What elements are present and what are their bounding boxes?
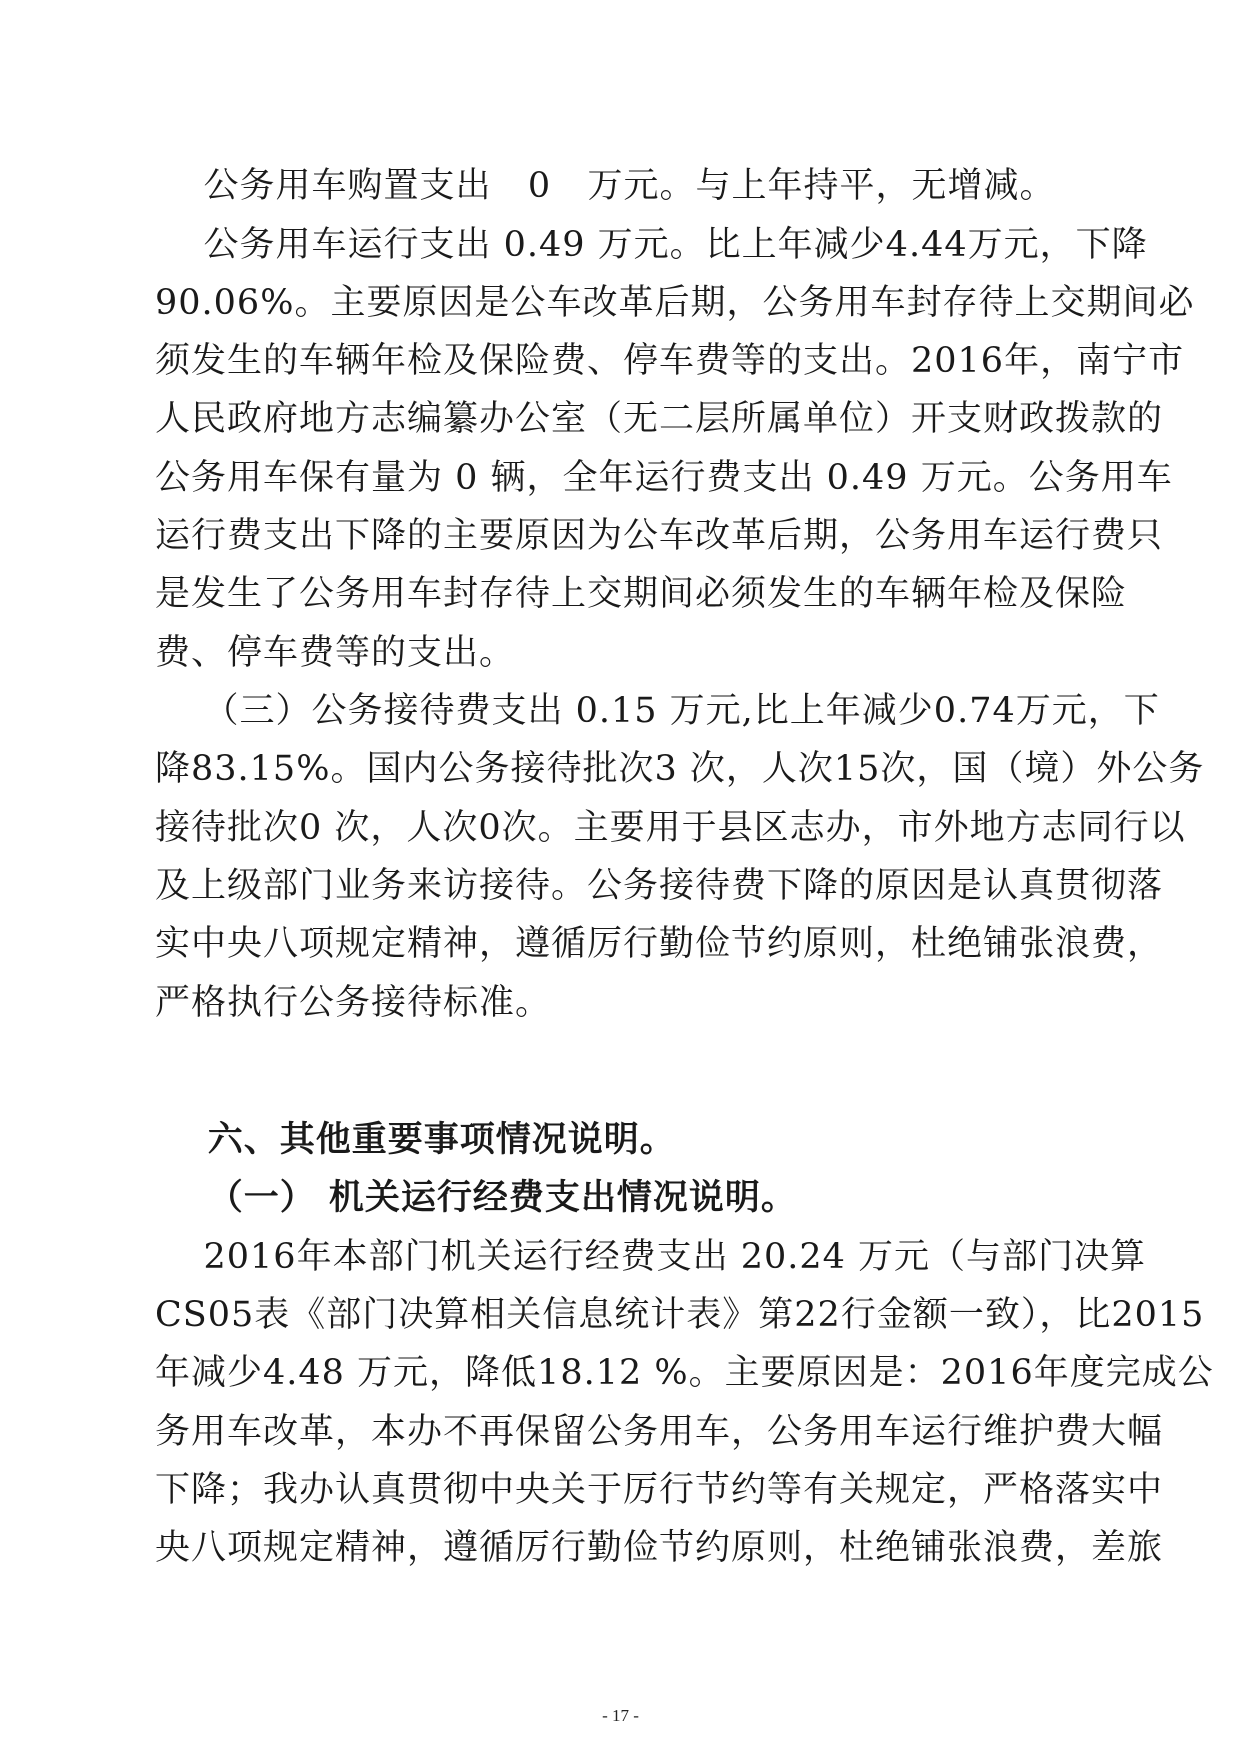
text-line: 是发生了公务用车封存待上交期间必须发生的车辆年检及保险 [155,574,1128,614]
text-line: 及上级部门业务来访接待。公务接待费下降的原因是认真贯彻落 [155,866,1164,906]
text-line: 运行费支出下降的主要原因为公车改革后期，公务用车运行费只 [155,516,1164,556]
text-line: 下降；我办认真贯彻中央关于厉行节约等有关规定，严格落实中 [155,1470,1164,1510]
text-line: （三）公务接待费支出 0.15 万元,比上年减少0.74万元，下 [155,691,1160,731]
text-line: 实中央八项规定精神，遵循厉行勤俭节约原则，杜绝铺张浪费， [155,924,1164,964]
text-line: 严格执行公务接待标准。 [155,983,552,1023]
text-line: 接待批次0 次，人次0次。主要用于县区志办，市外地方志同行以 [155,808,1186,848]
text-line: 公务用车购置支出 0 万元。与上年持平，无增减。 [155,166,1056,206]
text-line: 须发生的车辆年检及保险费、停车费等的支出。2016年，南宁市 [155,341,1185,381]
text-line: 央八项规定精神，遵循厉行勤俭节约原则，杜绝铺张浪费，差旅 [155,1528,1164,1568]
text-line: 费、停车费等的支出。 [155,633,516,673]
subsection-heading: （一） 机关运行经费支出情况说明。 [155,1178,797,1218]
text-line: 降83.15%。国内公务接待批次3 次，人次15次，国（境）外公务 [155,749,1205,789]
text-line: 年减少4.48 万元，降低18.12 %。主要原因是：2016年度完成公 [155,1353,1214,1393]
text-line: CS05表《部门决算相关信息统计表》第22行金额一致），比2015 [155,1295,1205,1335]
text-line: 2016年本部门机关运行经费支出 20.24 万元（与部门决算 [155,1237,1147,1277]
text-line: 人民政府地方志编纂办公室（无二层所属单位）开支财政拨款的 [155,399,1164,439]
section-heading: 六、其他重要事项情况说明。 [155,1120,676,1160]
page-number: - 17 - [602,1706,639,1725]
text-line: 公务用车运行支出 0.49 万元。比上年减少4.44万元，下降 [155,225,1148,265]
text-line: 务用车改革，本办不再保留公务用车，公务用车运行维护费大幅 [155,1412,1164,1452]
text-line: 公务用车保有量为 0 辆，全年运行费支出 0.49 万元。公务用车 [155,458,1173,498]
text-line: 90.06%。主要原因是公车改革后期，公务用车封存待上交期间必 [155,283,1195,323]
